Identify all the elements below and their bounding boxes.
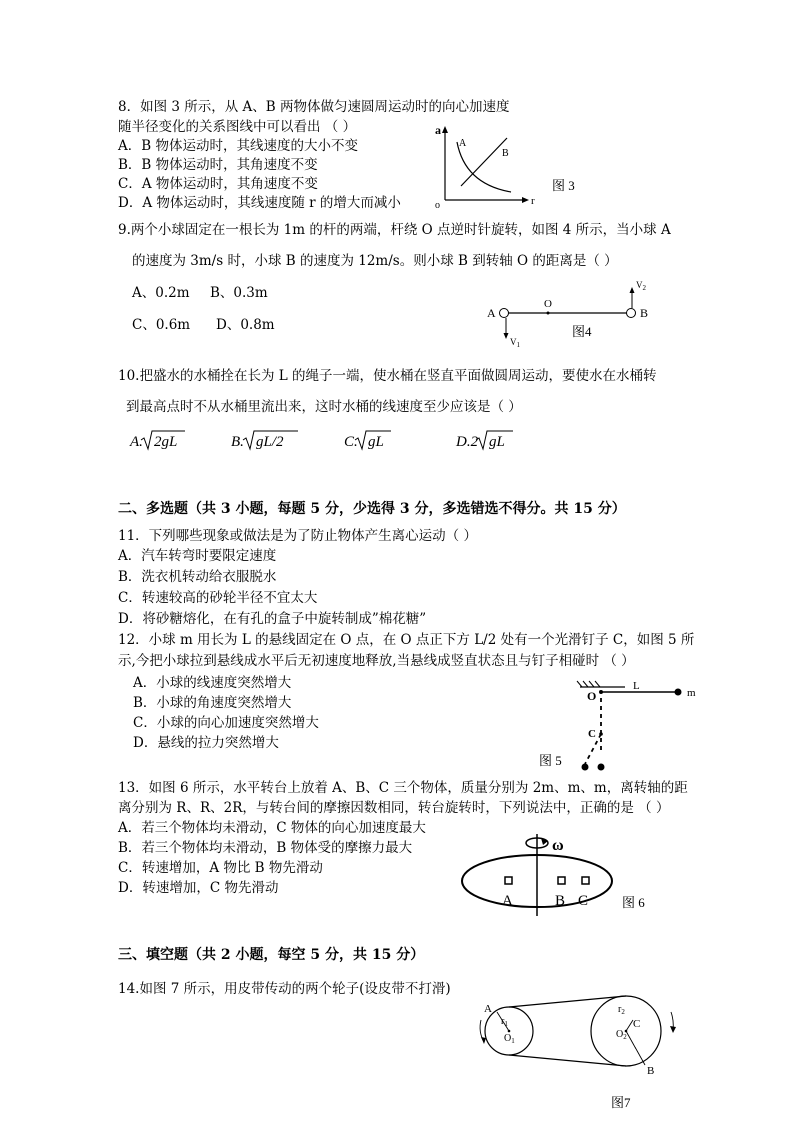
fig4-label-b: B [640,306,649,320]
svg-text:C.: C. [344,434,358,450]
fig7-label-o2: $O_2$ [616,1029,627,1041]
fig7-label-a: A [484,1003,492,1015]
q8-option-b: B．B 物体运动时，其角速度不变 [118,157,318,173]
fig6-label-a: A [502,893,513,909]
q13-stem-line1: 13．如图 6 所示，水平转台上放着 A、B、C 三个物体，质量分别为 2m、m、m，离转轴的距 [118,780,688,796]
q12-option-d: D．悬线的拉力突然增大 [133,735,279,751]
q9-stem-line1: 9.两个小球固定在一根长为 1m 的杆的两端，杆绕 O 点逆时针旋转，如图 4 所示，当小球 A [118,222,671,238]
q8-option-c: C．A 物体运动时，其角速度不变 [118,176,318,192]
q12-option-b: B．小球的角速度突然增大 [133,695,292,711]
fig3-caption: 图 3 [552,178,575,193]
q13-option-d: D．转速增加，C 物先滑动 [118,880,279,896]
svg-text:A.: A. [130,434,143,450]
fig7-label-r2: $r_2$ [618,1004,625,1016]
fig3-r-axis-label: r [531,195,535,207]
q8-option-a: A．B 物体运动时，其线速度的大小不变 [118,138,358,154]
q11-option-a: A．汽车转弯时要限定速度 [118,548,277,564]
fig6-omega: ω [552,837,564,854]
q9-option-d: D、0.8m [216,317,275,333]
q14-stem: 14.如图 7 所示，用皮带传动的两个轮子(设皮带不打滑) [118,981,451,997]
figure-4 [480,276,660,348]
fig5-ball [675,689,682,696]
fig4-caption: 图4 [572,324,592,339]
fig4-pivot [547,312,550,315]
fig4-v1-label: $V_1$ [510,337,520,349]
fig5-nail [599,732,603,736]
q9-stem-line2: 的速度为 3m/s 时，小球 B 的速度为 12m/s。则小球 B 到转轴 O 的距离是（ ） [132,253,618,269]
q9-option-c: C、0.6m [132,317,191,333]
fig7-belt-bottom [509,1055,626,1066]
fig4-label-o: O [544,298,552,310]
fig6-label-b: B [555,893,566,909]
q11-stem: 11．下列哪些现象或做法是为了防止物体产生离心运动（ ） [118,528,477,544]
fig5-caption: 图 5 [539,753,562,768]
fig3-origin-label: o [435,200,440,211]
section-2-title: 二、多选题（共 3 小题，每题 5 分，少选得 3 分，多选错选不得分。共 15 分） [118,501,626,517]
svg-text:gL/2: gL/2 [256,434,284,450]
fig5-label-c: C [588,728,596,740]
fig3-line-b [461,138,507,186]
fig6-block-a [505,877,512,884]
fig4-v1-arrow [504,333,509,339]
fig4-ball-b [627,309,636,318]
svg-text:gL: gL [489,434,505,450]
figure-6 [455,830,670,920]
svg-text:D.2: D.2 [456,434,479,450]
fig3-curve-a-label: A [459,138,467,149]
svg-text:gL: gL [368,434,384,450]
q10-stem-line2: 到最高点时不从水桶里流出来，这时水桶的线速度至少应该是（ ） [126,399,522,415]
figure-7 [475,990,685,1115]
q10-option-c [344,431,391,450]
fig7-label-r1: $r_1$ [501,1016,508,1028]
fig6-block-b [558,877,565,884]
fig4-v2-label: $V_2$ [636,280,646,292]
section-3-title: 三、填空题（共 2 小题，每空 5 分，共 15 分） [118,947,425,963]
q11-option-c: C．转速较高的砂轮半径不宜太大 [118,590,318,606]
fig4-label-a: A [487,306,496,320]
q13-option-a: A．若三个物体均未滑动，C 物体的向心加速度最大 [118,820,426,836]
fig6-block-c [582,877,589,884]
q10-stem-line1: 10.把盛水的水桶拴在长为 L 的绳子一端，使水桶在竖直平面做圆周运动，要使水在水桶转 [118,368,657,384]
q12-option-c: C．小球的向心加速度突然增大 [133,715,319,731]
fig7-belt-top [509,996,626,1007]
fig5-label-l: L [633,680,640,692]
fig5-label-o: O [587,689,597,703]
q13-option-c: C．转速增加，A 物比 B 物先滑动 [118,860,323,876]
q13-stem-line2: 离分别为 R、R、2R，与转台间的摩擦因数相同，转台旋转时，下列说法中，正确的是 （ ） [118,800,670,816]
fig7-label-c: C [633,1018,641,1030]
q10-options [125,425,545,457]
q9-option-b: B、0.3m [210,285,268,301]
fig7-caption: 图7 [611,1095,631,1110]
q11-option-d: D．将砂糖熔化，在有孔的盒子中旋转制成”棉花糖” [118,611,427,627]
q10-option-d [455,431,513,450]
q10-option-b [231,431,298,450]
q12-option-a: A．小球的线速度突然增大 [133,675,292,691]
q8-option-d: D．A 物体运动时，其线速度随 r 的增大而减小 [118,195,401,211]
q13-option-b: B．若三个物体均未滑动，B 物体受的摩擦力最大 [118,840,413,856]
figure-5 [530,676,710,776]
q12-stem-line2: 示,今把小球拉到悬线成水平后无初速度地释放,当悬线成竖直状态且与钉子相碰时 （ ） [118,653,635,669]
q8-stem-line1: 8．如图 3 所示，从 A、B 两物体做匀速圆周运动时的向心加速度 [118,99,510,115]
q8-stem-line2: 随半径变化的关系图线中可以看出 （ ） [118,119,357,135]
q11-option-b: B．洗衣机转动给衣服脱水 [118,569,277,585]
fig7-label-o1: $O_1$ [504,1033,515,1045]
fig7-label-b: B [647,1065,655,1077]
fig4-v2-arrow [630,287,635,293]
fig3-a-axis-label: a [435,123,441,137]
fig6-caption: 图 6 [622,895,645,910]
q12-stem-line1: 12．小球 m 用长为 L 的悬线固定在 O 点，在 O 点正下方 L/2 处有一个光滑钉子 C，如图 5 所 [118,632,695,648]
q9-option-a: A、0.2m [132,285,190,301]
figure-3 [425,122,605,212]
fig3-line-b-label: B [502,148,509,159]
svg-text:B.: B. [231,434,244,450]
fig4-ball-a [500,309,509,318]
svg-text:2gL: 2gL [154,434,178,450]
q10-option-a [129,431,185,450]
fig5-label-m: m [687,687,696,699]
fig6-label-c: C [578,893,589,909]
